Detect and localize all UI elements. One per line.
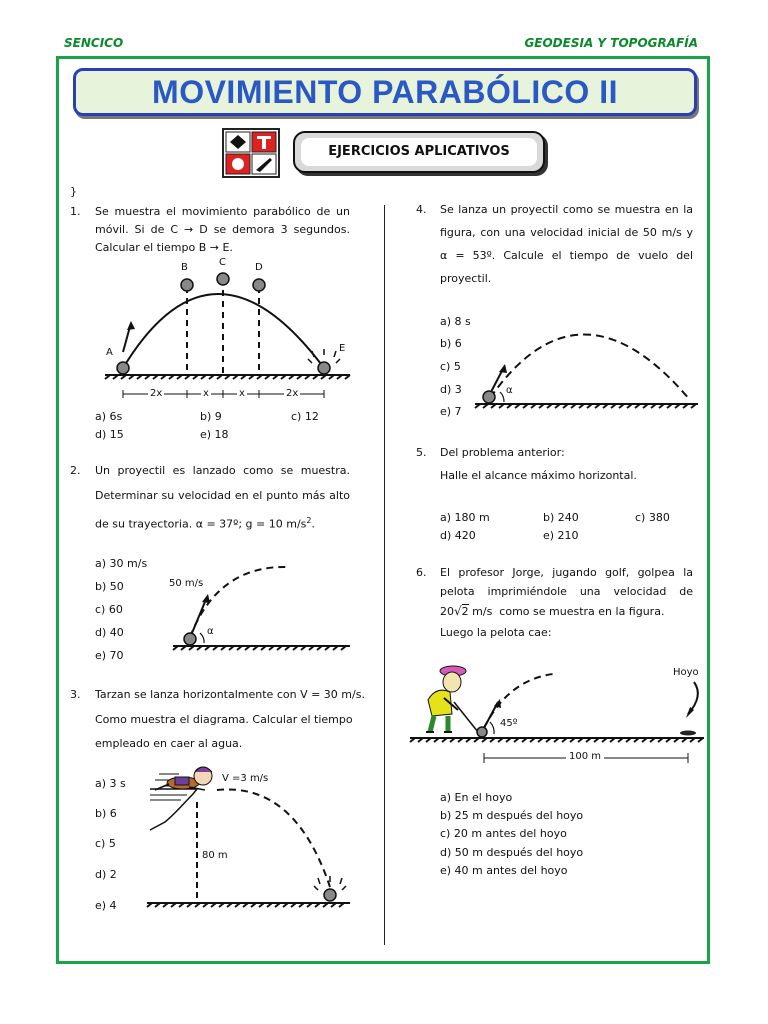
section-label: EJERCICIOS APLICATIVOS	[301, 138, 537, 166]
p6-velocity-rest: m/s como se muestra en la figura.	[468, 605, 665, 618]
sqrt-symbol: √	[454, 604, 462, 618]
p1-number: 1.	[70, 205, 81, 218]
stray-mark: }	[70, 185, 77, 198]
p1-dim-3: x	[239, 388, 245, 399]
p5-line-1: Del problema anterior:	[440, 446, 565, 459]
p2-line-3-text: de su trayectoria. α = 37º; g = 10 m/s	[95, 517, 307, 531]
p1-dim-1: 2x	[150, 388, 163, 399]
p1-dim-2: x	[203, 388, 209, 399]
p3-diagram	[145, 762, 355, 917]
p4-line-3: α = 53º. Calcule el tiempo de vuelo del	[440, 249, 693, 262]
section-label-box	[293, 131, 545, 173]
p5-option-e: e) 210	[543, 529, 579, 542]
p3-option-c: c) 5	[95, 837, 116, 850]
p4-line-2: figura, con una velocidad inicial de 50 m/s y	[440, 226, 693, 239]
p3-option-d: d) 2	[95, 868, 117, 881]
p5-option-b: b) 240	[543, 511, 579, 524]
p2-line-2: Determinar su velocidad en el punto más alto	[95, 489, 350, 502]
p2-option-c: c) 60	[95, 603, 123, 616]
p1-point-c: C	[219, 257, 226, 268]
p3-option-b: b) 6	[95, 807, 117, 820]
golfer-figure	[426, 666, 478, 732]
logo-icon	[224, 130, 278, 176]
p2-angle-label: α	[207, 626, 214, 637]
p3-velocity-label: V =3 m/s	[222, 773, 269, 784]
p1-option-d: d) 15	[95, 428, 124, 441]
column-divider	[384, 205, 385, 945]
p6-number: 6.	[416, 566, 427, 579]
p6-option-d: d) 50 m después del hoyo	[440, 846, 584, 859]
p2-line-3-end: .	[311, 517, 315, 531]
p4-option-a: a) 8 s	[440, 315, 471, 328]
p4-option-e: e) 7	[440, 405, 462, 418]
p6-option-a: a) En el hoyo	[440, 791, 513, 804]
p2-option-e: e) 70	[95, 649, 124, 662]
p1-line-2: móvil. Si de C → D se demora 3 segundos.	[95, 223, 350, 236]
p3-line-3: empleado en caer al agua.	[95, 737, 243, 750]
p6-line-3	[440, 604, 664, 619]
p5-line-2: Halle el alcance máximo horizontal.	[440, 469, 637, 482]
p2-line-3-sup: 2	[306, 516, 312, 525]
p1-dim-4: 2x	[286, 388, 299, 399]
p1-point-a: A	[106, 347, 113, 358]
p4-option-d: d) 3	[440, 383, 462, 396]
p3-option-e: e) 4	[95, 899, 117, 912]
p4-line-1: Se lanza un proyectil como se muestra en la	[440, 203, 693, 216]
p6-diagram	[408, 662, 708, 772]
p1-point-e: E	[339, 343, 346, 354]
p6-option-b: b) 25 m después del hoyo	[440, 809, 584, 822]
p1-option-a: a) 6s	[95, 410, 123, 423]
p6-option-c: c) 20 m antes del hoyo	[440, 827, 567, 840]
p3-line-2: Como muestra el diagrama. Calcular el tiempo	[95, 713, 353, 726]
p4-number: 4.	[416, 203, 427, 216]
p6-velocity-root: 2	[461, 605, 469, 618]
p3-line-1: Tarzan se lanza horizontalmente con V = 30 m/s.	[95, 688, 365, 701]
p4-line-4: proyectil.	[440, 272, 492, 285]
header-right: GEODESIA Y TOPOGRAFÍA	[524, 36, 698, 50]
p2-line-1: Un proyectil es lanzado como se muestra.	[95, 464, 350, 477]
p6-line-1: El profesor Jorge, jugando golf, golpea la	[440, 566, 693, 579]
tarzan-figure	[155, 767, 212, 790]
p1-option-e: e) 18	[200, 428, 229, 441]
p2-option-a: a) 30 m/s	[95, 557, 148, 570]
p4-angle-label: α	[506, 385, 513, 396]
p1-line-3: Calcular el tiempo B → E.	[95, 241, 233, 254]
p6-line-2: pelota imprimiéndole una velocidad de	[440, 585, 693, 598]
p6-line-4: Luego la pelota cae:	[440, 626, 552, 639]
p1-option-b: b) 9	[200, 410, 222, 423]
p2-line-3	[95, 514, 315, 532]
p6-angle-label: 45º	[500, 718, 518, 729]
p2-option-d: d) 40	[95, 626, 124, 639]
p6-velocity-number: 20	[440, 605, 454, 618]
sencico-logo	[222, 128, 280, 178]
p6-option-e: e) 40 m antes del hoyo	[440, 864, 568, 877]
p5-number: 5.	[416, 446, 427, 459]
title-box	[73, 68, 697, 116]
p1-point-d: D	[255, 262, 263, 273]
p1-line-1: Se muestra el movimiento parabólico de un	[95, 205, 350, 218]
header-left: SENCICO	[64, 36, 124, 50]
p2-velocity-label: 50 m/s	[169, 578, 204, 589]
p5-option-c: c) 380	[635, 511, 670, 524]
p4-diagram	[470, 320, 700, 420]
p3-number: 3.	[70, 688, 81, 701]
p1-diagram	[100, 255, 360, 405]
p2-number: 2.	[70, 464, 81, 477]
page-title: MOVIMIENTO PARABÓLICO II	[152, 74, 618, 110]
p3-height-label: 80 m	[202, 850, 228, 861]
p2-option-b: b) 50	[95, 580, 124, 593]
p5-option-a: a) 180 m	[440, 511, 490, 524]
p6-distance-label: 100 m	[566, 751, 604, 762]
p1-option-c: c) 12	[291, 410, 319, 423]
p6-hole-label: Hoyo	[673, 667, 699, 678]
p4-option-c: c) 5	[440, 360, 461, 373]
p5-option-d: d) 420	[440, 529, 476, 542]
p3-option-a: a) 3 s	[95, 777, 126, 790]
p1-point-b: B	[181, 262, 188, 273]
p4-option-b: b) 6	[440, 337, 462, 350]
